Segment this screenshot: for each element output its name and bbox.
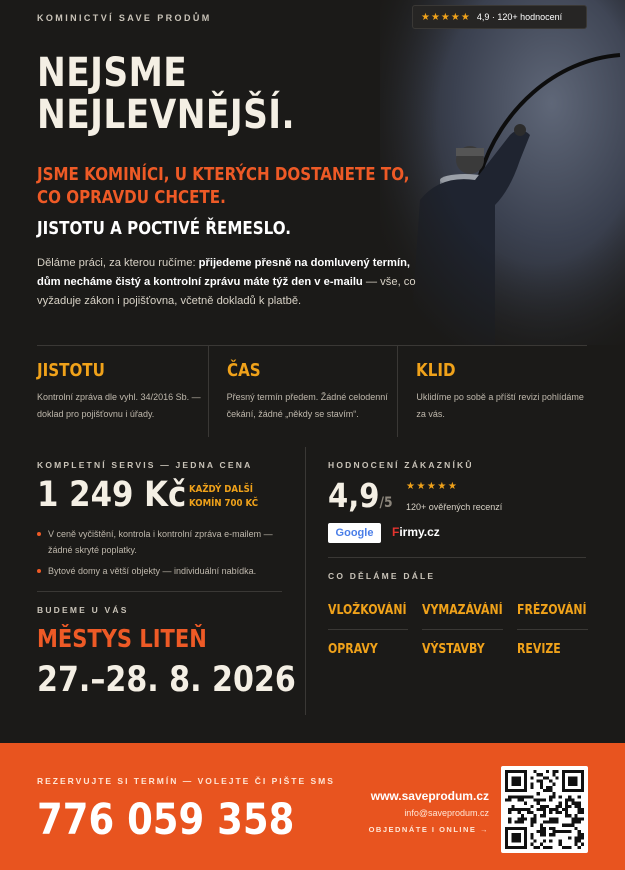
- divider: [328, 557, 586, 558]
- review-score: [328, 476, 393, 515]
- feature-title: JISTOTU: [37, 360, 105, 381]
- extra-line-1: KAŽDÝ DALŠÍ: [189, 484, 253, 495]
- feature-title: ČAS: [226, 360, 261, 381]
- feature-row: [37, 345, 587, 437]
- list-item: Bytové domy a větší objekty — individuální nabídka.: [37, 563, 282, 579]
- column-divider: [305, 447, 306, 715]
- feature-title: KLID: [416, 360, 456, 381]
- firmy-rest: irmy.cz: [399, 525, 440, 539]
- rating-badge: [412, 5, 587, 29]
- visit-date: 27.–28. 8. 2026: [37, 660, 296, 700]
- feature-cas: [208, 346, 398, 437]
- google-wordmark: Google: [335, 527, 374, 539]
- headline: [37, 52, 295, 136]
- intro-text-bold: přijedeme přesně na domluvený termín, dům necháme čistý a kontrolní zprávu máte týž den v e-mailu: [37, 257, 411, 288]
- feature-klid: [397, 346, 587, 437]
- email-link[interactable]: info@saveprodum.cz: [404, 808, 489, 818]
- online-order-link[interactable]: OBJEDNÁTE I ONLINE →: [368, 825, 489, 834]
- list-item: V ceně vyčištění, kontrola i kontrolní zpráva e-mailem — žádné skryté poplatky.: [37, 526, 282, 558]
- firmy-f: F: [392, 525, 400, 539]
- reviews-label: HODNOCENÍ ZÁKAZNÍKŮ: [328, 460, 474, 470]
- divider: [37, 591, 282, 592]
- service-opravy: [328, 630, 422, 668]
- review-count: 120+ ověřených recenzí: [406, 502, 503, 512]
- cta-label: REZERVUJTE SI TERMÍN — VOLEJTE ČI PIŠTE SMS: [37, 776, 335, 786]
- firmy-logo: [392, 525, 440, 539]
- tagline: JISTOTU A POCTIVÉ ŘEMESLO.: [37, 218, 291, 239]
- intro-text-c: — vše, co vyžaduje zákon i pojišťovna, včetně dokladů k platbě.: [37, 276, 416, 307]
- visit-place: MĚSTYS LITEŇ: [37, 624, 207, 653]
- service-label: KOMPLETNÍ SERVIS — JEDNA CENA: [37, 460, 253, 470]
- star-icons: ★★★★★: [421, 11, 471, 23]
- services-grid: [328, 592, 588, 668]
- rating-summary: 4,9 · 120+ hodnocení: [476, 12, 563, 22]
- website-link[interactable]: www.saveprodum.cz: [370, 789, 489, 803]
- headline-line-1: NEJSME: [37, 50, 188, 96]
- brand-name: KOMINICTVÍ SAVE PRODŮM: [37, 13, 212, 23]
- service-name: OPRAVY: [328, 641, 378, 657]
- service-name: REVIZE: [517, 641, 561, 657]
- qr-code[interactable]: [501, 766, 588, 853]
- service-vymazavani: [422, 592, 503, 630]
- service-name: VYMAZÁVÁNÍ: [422, 603, 503, 618]
- extra-line-2: KOMÍN 700 KČ: [189, 498, 259, 509]
- subheadline-line-2: CO OPRAVDU CHCETE.: [37, 187, 226, 208]
- feature-text: Uklidíme po sobě a příští revizi pohlídáme za vás.: [416, 392, 584, 419]
- service-price: 1 249 Kč: [37, 475, 187, 515]
- service-name: VÝSTAVBY: [422, 641, 485, 657]
- feature-jistotu: [37, 346, 208, 437]
- intro-text-a: Děláme práci, za kterou ručíme:: [37, 257, 199, 269]
- phone-number[interactable]: 776 059 358: [37, 795, 295, 845]
- score-value: 4,9: [328, 476, 380, 515]
- visit-label: BUDEME U VÁS: [37, 605, 129, 615]
- feature-text: Přesný termín předem. Žádné celodenní čekání, žádné „někdy se stavím“.: [226, 392, 388, 419]
- service-frezovani: [517, 592, 588, 630]
- service-vystavby: [422, 630, 517, 668]
- intro-paragraph: [37, 254, 417, 311]
- extra-chimney-price: [189, 483, 258, 511]
- subheadline: [37, 163, 409, 209]
- service-bullets: [37, 526, 282, 584]
- service-name: FRÉZOVÁNÍ: [517, 603, 587, 618]
- more-services-label: CO DĚLÁME DÁLE: [328, 571, 436, 581]
- review-star-icons: ★★★★★: [406, 481, 459, 492]
- service-revize: [517, 630, 588, 668]
- service-vlozkovani: [328, 592, 408, 630]
- feature-text: Kontrolní zpráva dle vyhl. 34/2016 Sb. — doklad pro pojišťovnu i úřady.: [37, 392, 201, 419]
- score-denominator: /5: [379, 495, 393, 511]
- service-name: VLOŽKOVÁNÍ: [328, 603, 407, 618]
- subheadline-line-1: JSME KOMINÍCI, U KTERÝCH DOSTANETE TO,: [37, 164, 410, 185]
- google-logo: [328, 523, 381, 543]
- headline-line-2: NEJLEVNĚJŠÍ.: [37, 92, 296, 138]
- qr-code-pattern: [505, 770, 584, 849]
